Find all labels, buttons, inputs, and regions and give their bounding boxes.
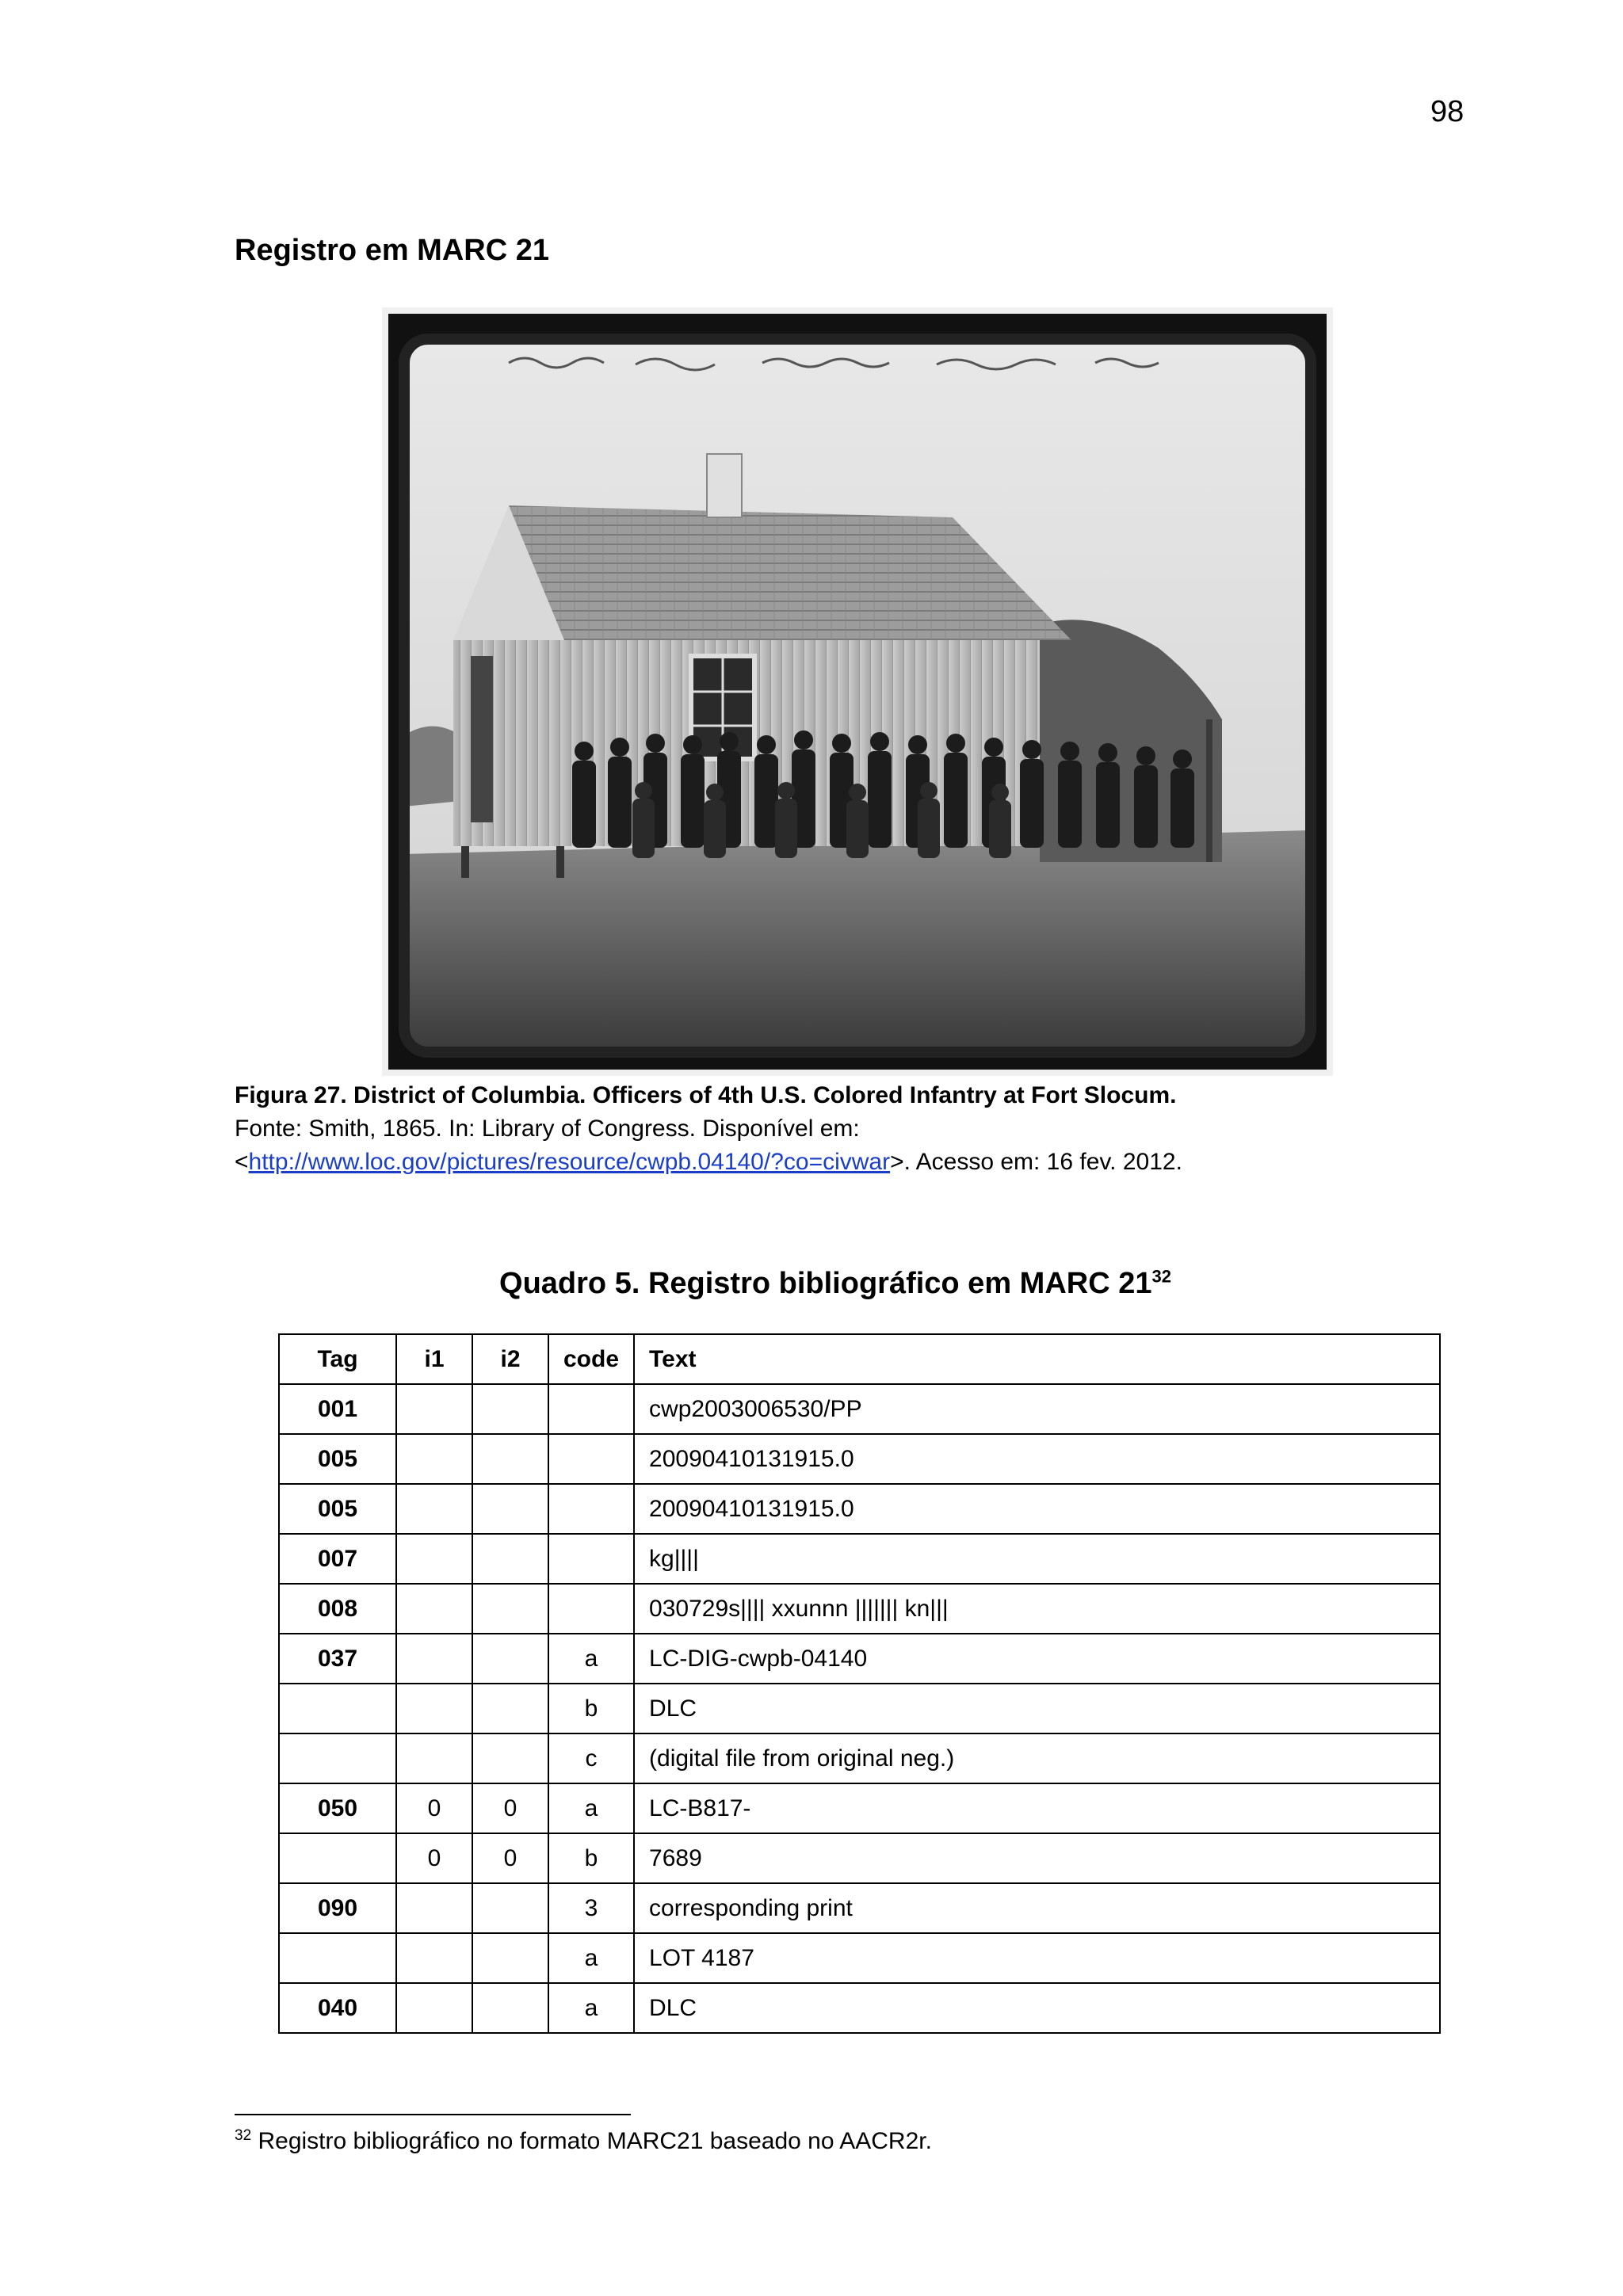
table-row [279,1384,1440,1434]
cell-i1 [396,1933,472,1983]
cell-tag: 037 [279,1634,396,1684]
cell-tag: 050 [279,1783,396,1833]
cell-i1: 0 [396,1783,472,1833]
header-code: code [548,1334,634,1384]
table-row [279,1783,1440,1833]
cell-text: cwp2003006530/PP [634,1384,1440,1434]
figure-caption-title: Figura 27. District of Columbia. Officers of 4th U.S. Colored Infantry at Fort Slocum. [235,1082,1177,1108]
table-row [279,1584,1440,1634]
table-title [0,1266,1623,1301]
cell-i1 [396,1484,472,1534]
cell-text: LC-DIG-cwpb-04140 [634,1634,1440,1684]
cell-i2: 0 [472,1783,548,1833]
table-row [279,1684,1440,1733]
cell-text: (digital file from original neg.) [634,1733,1440,1783]
cell-code: a [548,1783,634,1833]
link-suffix: >. Acesso em: 16 fev. 2012. [890,1149,1182,1175]
cell-code: 3 [548,1883,634,1933]
cell-tag [279,1833,396,1883]
cell-text: LOT 4187 [634,1933,1440,1983]
cell-i2 [472,1534,548,1584]
cell-i2 [472,1684,548,1733]
table-row [279,1484,1440,1534]
cell-code: a [548,1634,634,1684]
cell-code: a [548,1983,634,2033]
cell-code: b [548,1684,634,1733]
cell-i2 [472,1933,548,1983]
cell-i1 [396,1384,472,1434]
cell-text: 7689 [634,1833,1440,1883]
cell-text: 20090410131915.0 [634,1484,1440,1534]
table-row [279,1983,1440,2033]
cell-code [548,1484,634,1534]
table-row [279,1634,1440,1684]
cell-tag [279,1933,396,1983]
cell-tag: 001 [279,1384,396,1434]
cell-code [548,1434,634,1484]
cell-tag: 005 [279,1434,396,1484]
link-prefix: < [235,1149,249,1175]
cell-text: 030729s|||| xxunnn ||||||| kn||| [634,1584,1440,1634]
cell-i1 [396,1883,472,1933]
cell-text: DLC [634,1983,1440,2033]
page-number: 98 [1430,95,1465,128]
header-i1: i1 [396,1334,472,1384]
cell-i2 [472,1634,548,1684]
header-tag: Tag [279,1334,396,1384]
footnote-divider [235,2114,631,2115]
cell-i1 [396,1983,472,2033]
table-title-footnote-ref: 32 [1151,1266,1171,1286]
cell-i1 [396,1634,472,1684]
cell-tag: 008 [279,1584,396,1634]
cell-tag: 040 [279,1983,396,2033]
table-title-text: Quadro 5. Registro bibliográfico em MARC 21 [499,1266,1152,1300]
cell-text: kg|||| [634,1534,1440,1584]
table-row [279,1833,1440,1883]
cell-i1 [396,1534,472,1584]
source-link[interactable]: http://www.loc.gov/pictures/resource/cwpb.04140/?co=civwar [248,1149,891,1175]
header-text: Text [634,1334,1440,1384]
table-row [279,1434,1440,1484]
cell-i1: 0 [396,1833,472,1883]
cell-tag: 005 [279,1484,396,1534]
section-title: Registro em MARC 21 [235,234,549,267]
cell-i1 [396,1584,472,1634]
cell-i2: 0 [472,1833,548,1883]
cell-code [548,1534,634,1584]
table-row [279,1933,1440,1983]
cell-i2 [472,1384,548,1434]
cell-code: c [548,1733,634,1783]
cell-tag: 090 [279,1883,396,1933]
table-header-row [279,1334,1440,1384]
cell-i1 [396,1733,472,1783]
cell-i2 [472,1584,548,1634]
cell-i2 [472,1434,548,1484]
footnote [235,2127,932,2155]
cell-i1 [396,1684,472,1733]
figure-caption [235,1079,1423,1179]
figure-link-line [235,1146,1423,1179]
figure-source: Fonte: Smith, 1865. In: Library of Congress. Disponível em: [235,1116,860,1142]
cell-tag [279,1733,396,1783]
table-body [279,1384,1440,2033]
cell-code: a [548,1933,634,1983]
header-i2: i2 [472,1334,548,1384]
footnote-number: 32 [235,2127,252,2144]
footnote-text: Registro bibliográfico no formato MARC21 baseado no AACR2r. [251,2128,932,2154]
cell-code: b [548,1833,634,1883]
historical-photograph [382,307,1333,1076]
cell-tag [279,1684,396,1733]
marc-record-table [278,1333,1441,2034]
photo-illustration [382,307,1333,1076]
cell-text: DLC [634,1684,1440,1733]
cell-text: corresponding print [634,1883,1440,1933]
table-row [279,1883,1440,1933]
cell-text: 20090410131915.0 [634,1434,1440,1484]
table-row [279,1733,1440,1783]
cell-i1 [396,1434,472,1484]
cell-i2 [472,1733,548,1783]
cell-i2 [472,1484,548,1534]
cell-tag: 007 [279,1534,396,1584]
cell-i2 [472,1883,548,1933]
cell-code [548,1584,634,1634]
cell-text: LC-B817- [634,1783,1440,1833]
cell-i2 [472,1983,548,2033]
table-row [279,1534,1440,1584]
cell-code [548,1384,634,1434]
